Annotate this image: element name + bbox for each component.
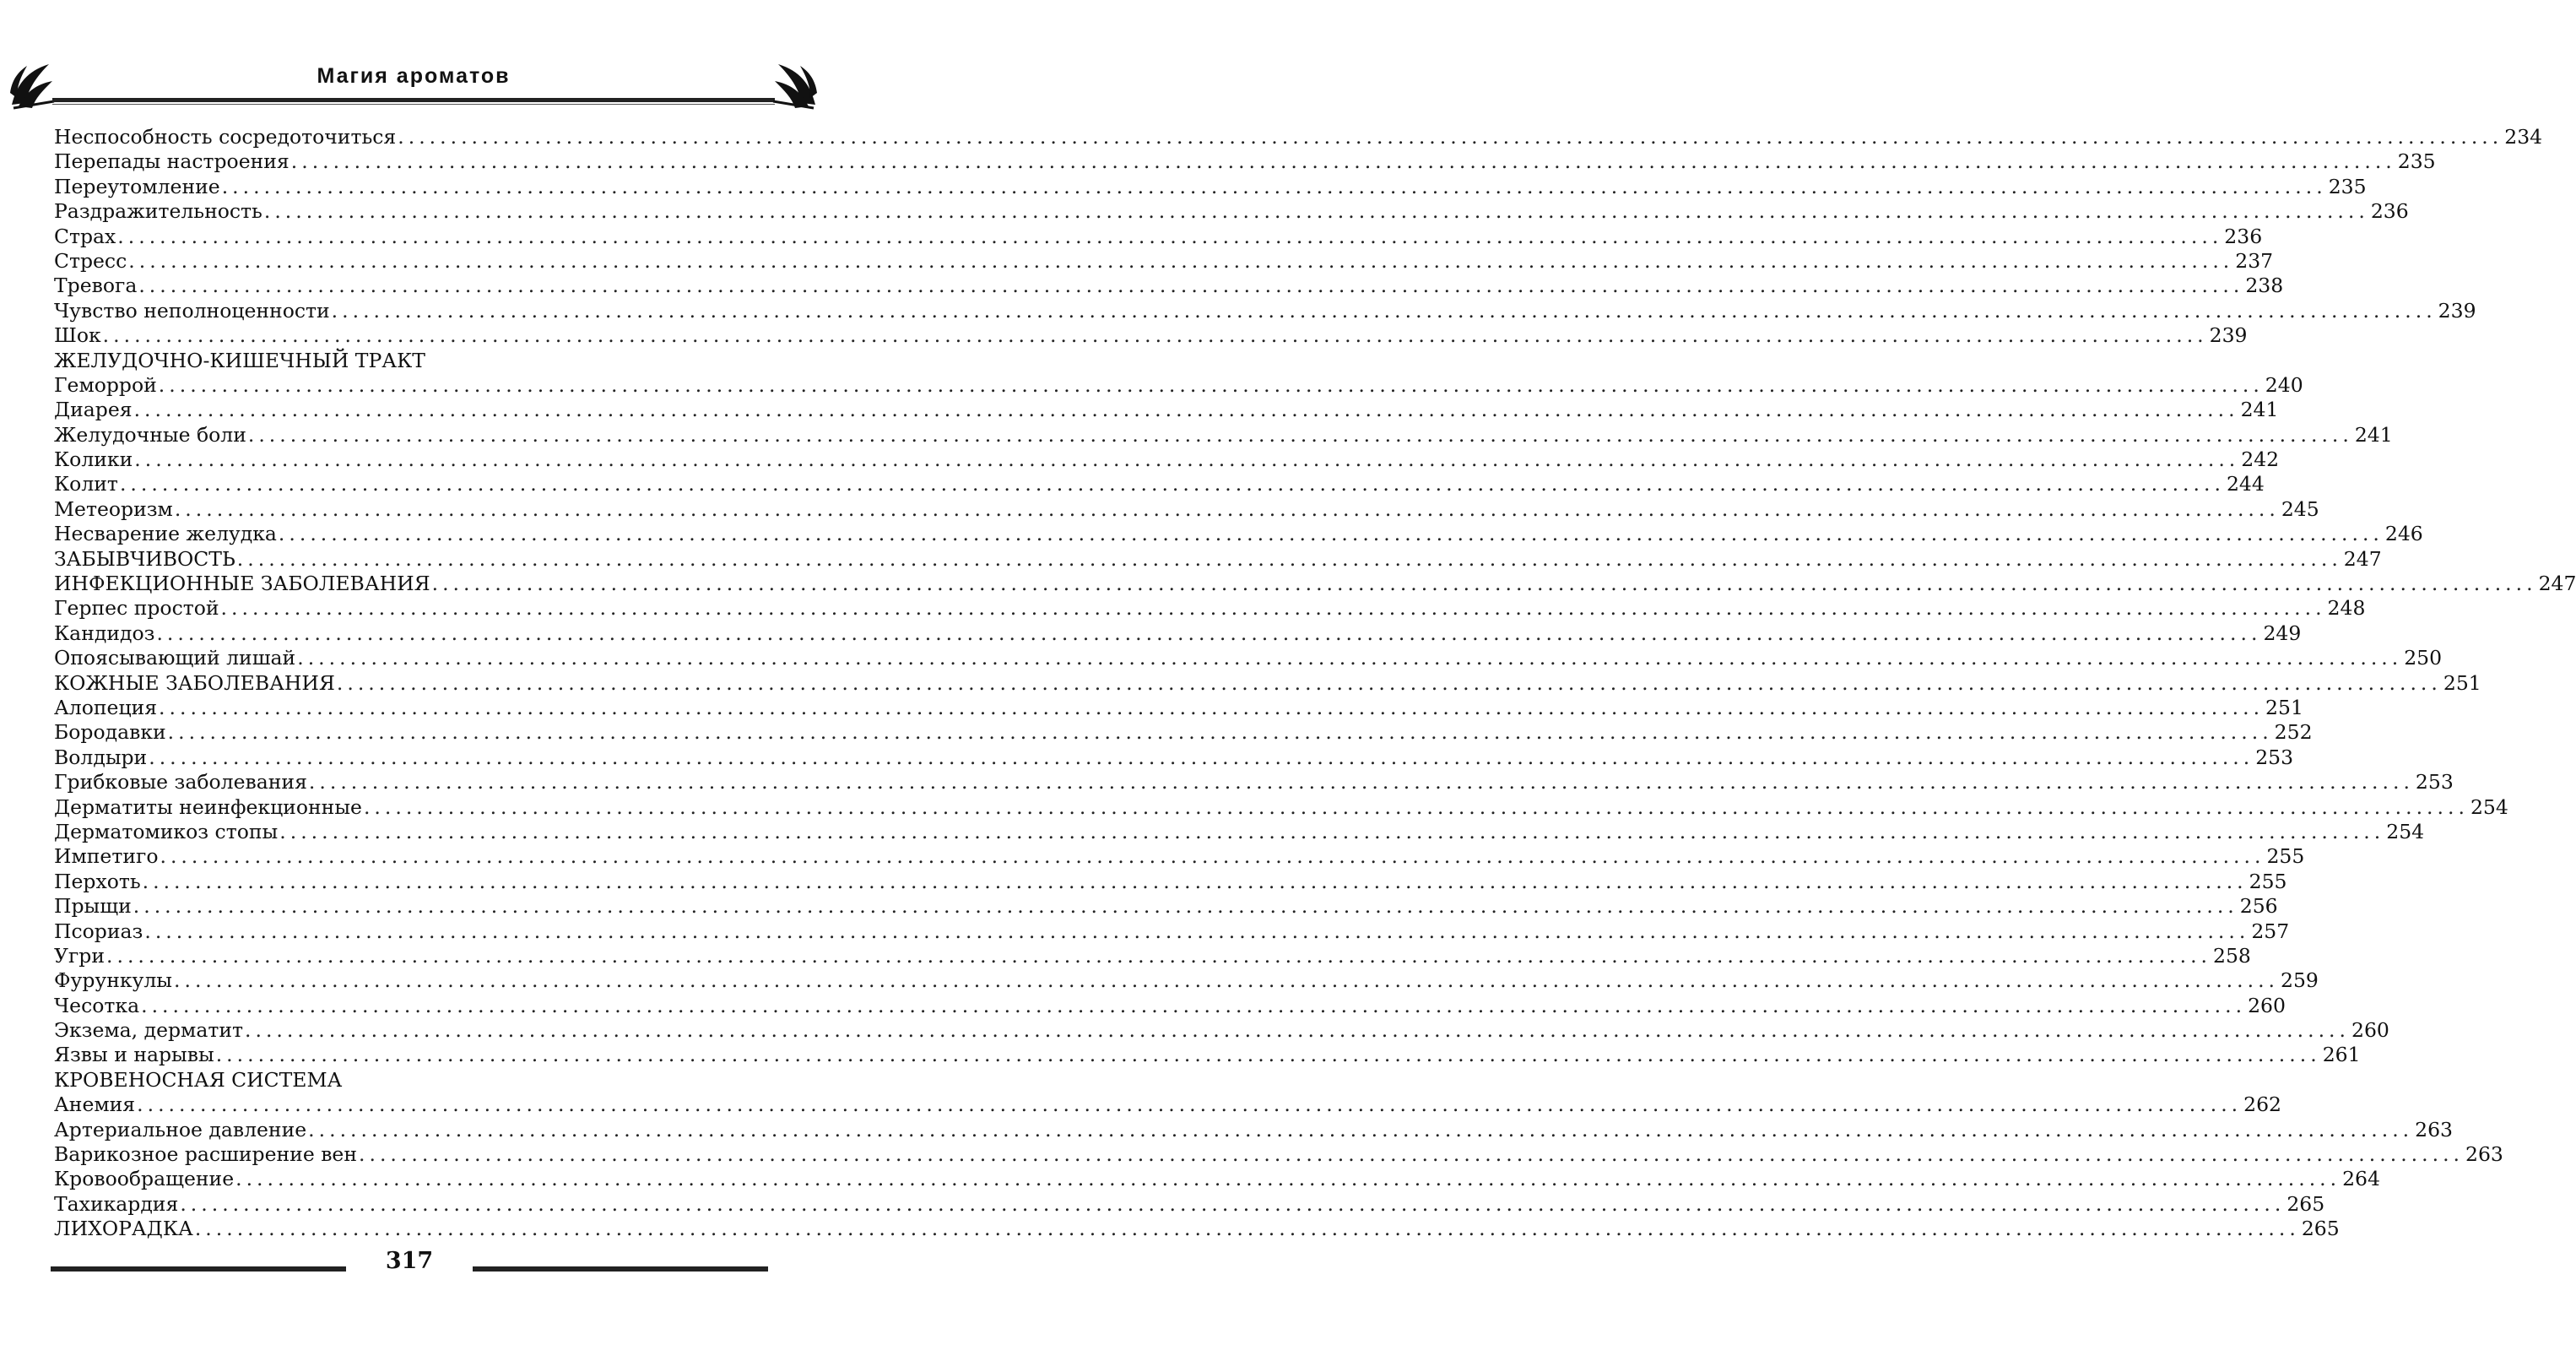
toc-entry (54, 993, 2286, 1018)
toc-entry-label: Псориаз (54, 919, 143, 943)
toc-entry-label: Геморрой (54, 372, 157, 397)
dot-leader: ........................................................................................................................................................................................................ (235, 1167, 2341, 1191)
toc-entry-page: 249 (2263, 621, 2302, 645)
dot-leader: ........................................................................................................................................................................................................ (138, 274, 2244, 298)
toc-entry-label: ЖЕЛУДОЧНО-КИШЕЧНЫЙ ТРАКТ (54, 348, 425, 372)
dot-leader: ........................................................................................................................................................................................................ (156, 621, 2262, 645)
toc-entry-page: 265 (2286, 1191, 2325, 1216)
toc-entry-page: 235 (2397, 149, 2436, 174)
toc-entry-label: Перхоть (54, 869, 141, 893)
toc-entry-page: 263 (2465, 1142, 2503, 1167)
dot-leader: ........................................................................................................................................................................................................ (220, 596, 2326, 621)
toc-entry-label: КРОВЕНОСНАЯ СИСТЕМА (54, 1067, 343, 1092)
dot-leader: ........................................................................................................................................................................................................ (117, 224, 2223, 248)
toc-entry-page: 255 (2266, 844, 2305, 869)
toc-entry-page: 254 (2470, 794, 2508, 819)
leaf-ornament-icon (771, 59, 819, 111)
dot-leader: ........................................................................................................................................................................................................ (236, 546, 2342, 571)
toc-entry-label: Волдыри (54, 745, 148, 769)
toc-entry (54, 546, 2382, 572)
toc-entry (54, 199, 2409, 224)
dot-leader: ........................................................................................................................................................................................................ (308, 1117, 2414, 1141)
dot-leader: ........................................................................................................................................................................................................ (160, 844, 2265, 869)
toc-entry-label: Кровообращение (54, 1167, 235, 1191)
toc-entry (54, 1217, 2340, 1241)
toc-entry-label: Грибковые заболевания (54, 770, 307, 794)
dot-leader: ........................................................................................................................................................................................................ (149, 745, 2254, 769)
toc-entry-label: Прыщи (54, 894, 132, 919)
toc-entry-label: Диарея (54, 398, 133, 422)
toc-entry (54, 248, 2274, 274)
toc-entry-label: Экзема, дерматит (54, 1018, 243, 1043)
toc-entry-page: 237 (2235, 248, 2274, 273)
toc-entry-label: ИНФЕКЦИОННЫЕ ЗАБОЛЕВАНИЯ (54, 572, 430, 596)
toc-entry-page: 257 (2251, 919, 2290, 943)
toc-entry (54, 745, 2294, 770)
dot-leader: ........................................................................................................................................................................................................ (245, 1018, 2350, 1043)
toc-entry-label: Опоясывающий лишай (54, 646, 296, 670)
toc-entry (54, 372, 2303, 398)
toc-entry-page: 234 (2504, 125, 2543, 149)
toc-entry-label: Кандидоз (54, 621, 155, 645)
toc-entry (54, 1167, 2380, 1191)
dot-leader: ........................................................................................................................................................................................................ (128, 248, 2234, 273)
toc-entry (54, 125, 2543, 149)
toc-entry-page: 248 (2327, 596, 2366, 621)
toc-entry-label: КОЖНЫЕ ЗАБОЛЕВАНИЯ (54, 670, 335, 695)
header-title: Магия ароматов (317, 64, 511, 88)
toc-entry (54, 149, 2436, 174)
toc-entry-page: 236 (2370, 199, 2409, 224)
toc-entry-page: 262 (2243, 1093, 2281, 1117)
toc-entry-label: Чувство неполноценности (54, 298, 330, 323)
toc-entry-label: Угри (54, 943, 106, 968)
toc-entry-label: Шок (54, 323, 101, 348)
toc-entry-label: Чесотка (54, 993, 140, 1017)
dot-leader: ........................................................................................................................................................................................................ (158, 372, 2264, 397)
dot-leader: ........................................................................................................................................................................................................ (398, 125, 2503, 149)
toc-entry-label: Дерматомикоз стопы (54, 819, 279, 843)
dot-leader: ........................................................................................................................................................................................................ (247, 422, 2353, 447)
toc-entry-label: Колит (54, 472, 118, 496)
toc-entry (54, 1043, 2361, 1067)
toc-entry (54, 472, 2265, 496)
toc-entry (54, 894, 2278, 919)
toc-entry (54, 844, 2305, 869)
toc-entry (54, 1142, 2503, 1167)
toc-entry (54, 1068, 771, 1093)
toc-entry (54, 422, 2393, 447)
toc-entry (54, 869, 2287, 894)
dot-leader: ........................................................................................................................................................................................................ (106, 943, 2212, 968)
dot-leader: ........................................................................................................................................................................................................ (142, 869, 2248, 893)
toc-entry (54, 1191, 2325, 1217)
dot-leader: ........................................................................................................................................................................................................ (359, 1142, 2465, 1167)
toc-entry-page: 245 (2281, 496, 2319, 521)
toc-entry-label: Варикозное расширение вен (54, 1142, 358, 1167)
toc-entry (54, 522, 2423, 546)
toc-entry-page: 251 (2265, 695, 2303, 719)
toc-entry (54, 174, 2367, 199)
toc-entry-page: 246 (2384, 522, 2423, 546)
dot-leader: ........................................................................................................................................................................................................ (133, 894, 2238, 919)
toc-entry (54, 919, 2290, 944)
toc-entry-page: 259 (2281, 968, 2319, 993)
toc-entry-page: 258 (2213, 943, 2251, 968)
toc-entry-label: Перепады настроения (54, 149, 290, 174)
toc-entry-page: 255 (2249, 869, 2287, 893)
toc-entry (54, 794, 2508, 820)
dot-leader: ........................................................................................................................................................................................................ (174, 968, 2280, 993)
toc-entry (54, 1018, 2389, 1043)
toc-entry-label: Колики (54, 447, 133, 472)
dot-leader: ........................................................................................................................................................................................................ (194, 1217, 2300, 1241)
dot-leader: ........................................................................................................................................................................................................ (133, 398, 2239, 422)
toc-entry-page: 240 (2265, 372, 2303, 397)
toc-entry (54, 398, 2279, 422)
toc-entry-label: Метеоризм (54, 496, 173, 521)
toc-entry (54, 447, 2280, 472)
toc-entry-label: Анемия (54, 1093, 136, 1117)
toc-entry-page: 264 (2342, 1167, 2380, 1191)
toc-entry-page: 239 (2438, 298, 2476, 323)
dot-leader: ........................................................................................................................................................................................................ (137, 1093, 2243, 1117)
toc-entry-label: ЛИХОРАДКА (54, 1217, 193, 1241)
toc-entry-page: 260 (2248, 993, 2286, 1017)
toc-entry (54, 1117, 2454, 1142)
dot-leader: ........................................................................................................................................................................................................ (167, 720, 2273, 745)
toc-entry (54, 670, 2481, 696)
dot-leader: ........................................................................................................................................................................................................ (102, 323, 2208, 348)
toc-entry (54, 224, 2263, 249)
toc-entry-label: Неспособность сосредоточиться (54, 125, 397, 149)
dot-leader: ........................................................................................................................................................................................................ (279, 819, 2385, 843)
toc-entry (54, 943, 2251, 968)
dot-leader: ........................................................................................................................................................................................................ (174, 496, 2280, 521)
toc-entry (54, 646, 2443, 670)
dot-leader: ........................................................................................................................................................................................................ (134, 447, 2240, 472)
toc-entry (54, 496, 2319, 522)
toc-entry-label: Тахикардия (54, 1191, 179, 1216)
toc-entry-page: 250 (2404, 646, 2443, 670)
toc-entry (54, 695, 2303, 720)
dot-leader: ........................................................................................................................................................................................................ (336, 670, 2442, 695)
toc-entry-label: Дерматиты неинфекционные (54, 794, 362, 819)
dot-leader: ........................................................................................................................................................................................................ (363, 794, 2469, 819)
toc-entry-page: 247 (2343, 546, 2382, 571)
toc-entry-page: 235 (2328, 174, 2367, 198)
toc-entry-label: Несварение желудка (54, 522, 277, 546)
toc-entry (54, 274, 2284, 298)
toc-entry-label: Артериальное давление (54, 1117, 307, 1141)
toc-entry-page: 251 (2443, 670, 2481, 695)
toc-entry-label: Язвы и нарывы (54, 1043, 214, 1067)
toc-entry-page: 241 (2354, 422, 2393, 447)
header-rule-thin (52, 104, 775, 105)
toc-entry-label: Фурункулы (54, 968, 173, 993)
toc-entry (54, 596, 2366, 621)
toc-entry-page: 239 (2209, 323, 2248, 348)
toc-entry-label: Герпес простой (54, 596, 219, 621)
dot-leader: ........................................................................................................................................................................................................ (308, 770, 2414, 794)
toc-entry-label: Алопеция (54, 695, 158, 719)
dot-leader: ........................................................................................................................................................................................................ (331, 298, 2437, 323)
page-footer (51, 1248, 768, 1282)
toc-entry (54, 572, 2576, 596)
toc-entry-page: 256 (2239, 894, 2278, 919)
toc-entry-page: 252 (2274, 720, 2313, 745)
dot-leader: ........................................................................................................................................................................................................ (221, 174, 2327, 198)
table-of-contents (54, 125, 2576, 1242)
toc-entry-page: 253 (2255, 745, 2294, 769)
toc-entry-page: 261 (2322, 1043, 2361, 1067)
toc-entry-page: 253 (2415, 770, 2454, 794)
toc-entry (54, 1093, 2281, 1117)
toc-entry-label: Желудочные боли (54, 422, 246, 447)
dot-leader: ........................................................................................................................................................................................................ (297, 646, 2403, 670)
header-rule (52, 98, 775, 102)
toc-entry-label: Бородавки (54, 720, 166, 745)
dot-leader: ........................................................................................................................................................................................................ (159, 695, 2265, 719)
dot-leader: ........................................................................................................................................................................................................ (141, 993, 2247, 1017)
toc-entry-page: 254 (2386, 819, 2425, 843)
toc-entry (54, 720, 2313, 745)
toc-entry-label: Импетиго (54, 844, 159, 869)
toc-entry-label: Стресс (54, 248, 127, 273)
toc-entry (54, 819, 2425, 844)
toc-entry (54, 323, 2248, 348)
dot-leader: ........................................................................................................................................................................................................ (144, 919, 2250, 943)
toc-entry-page: 265 (2301, 1217, 2340, 1241)
dot-leader: ........................................................................................................................................................................................................ (431, 572, 2537, 596)
toc-entry-page: 260 (2351, 1018, 2389, 1043)
toc-entry (54, 298, 2476, 323)
toc-entry (54, 621, 2302, 646)
dot-leader: ........................................................................................................................................................................................................ (215, 1043, 2321, 1067)
toc-entry-page: 263 (2415, 1117, 2454, 1141)
toc-entry-page: 238 (2245, 274, 2284, 298)
toc-entry-page: 244 (2226, 472, 2265, 496)
toc-entry-page: 236 (2224, 224, 2263, 248)
toc-entry (54, 349, 771, 373)
dot-leader: ........................................................................................................................................................................................................ (119, 472, 2225, 496)
dot-leader: ........................................................................................................................................................................................................ (290, 149, 2396, 174)
footer-rule-right (473, 1266, 768, 1272)
toc-entry-label: ЗАБЫВЧИВОСТЬ (54, 546, 235, 571)
dot-leader: ........................................................................................................................................................................................................ (180, 1191, 2286, 1216)
toc-entry (54, 968, 2319, 993)
page-number: 317 (385, 1248, 434, 1274)
toc-entry-label: Страх (54, 224, 116, 248)
toc-entry-page: 247 (2538, 572, 2576, 596)
toc-entry (54, 770, 2454, 794)
toc-entry-label: Раздражительность (54, 199, 262, 224)
dot-leader: ........................................................................................................................................................................................................ (278, 522, 2384, 546)
toc-entry-page: 242 (2241, 447, 2280, 472)
toc-entry-label: Тревога (54, 274, 138, 298)
toc-entry-label: Переутомление (54, 174, 220, 198)
toc-entry-page: 241 (2240, 398, 2279, 422)
running-header (8, 59, 819, 110)
dot-leader: ........................................................................................................................................................................................................ (263, 199, 2369, 224)
